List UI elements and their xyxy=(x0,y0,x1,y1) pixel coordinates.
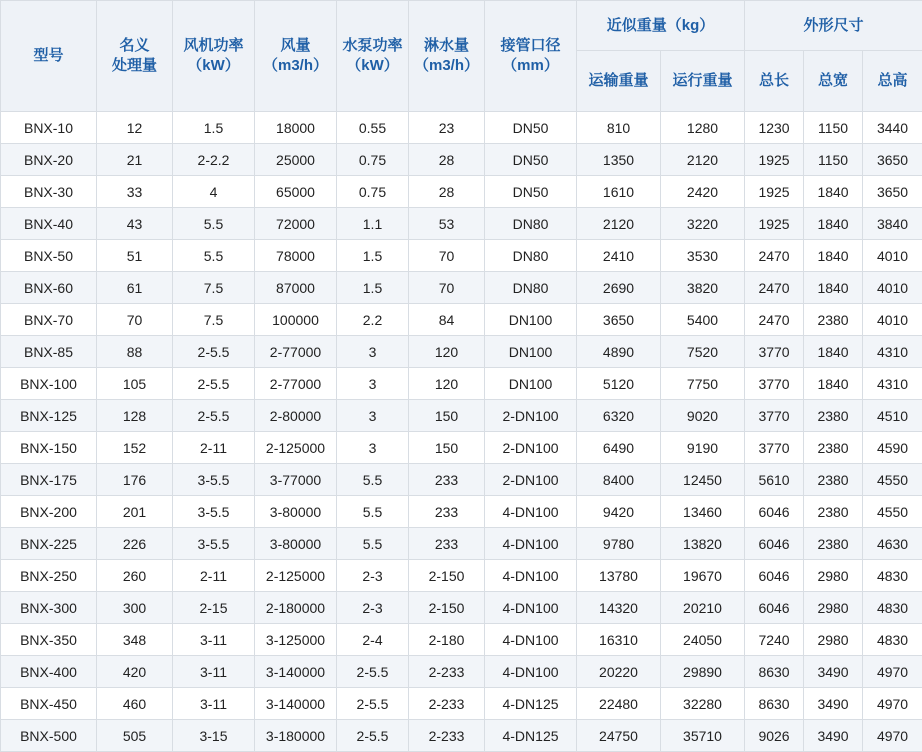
table-cell: 3490 xyxy=(804,720,863,752)
table-cell: 2.2 xyxy=(337,304,409,336)
table-cell: 2-180000 xyxy=(255,592,337,624)
table-cell: 150 xyxy=(409,432,485,464)
table-cell: 1350 xyxy=(577,144,661,176)
table-cell: 4-DN125 xyxy=(485,720,577,752)
table-cell: 2380 xyxy=(804,464,863,496)
table-row xyxy=(1,144,922,176)
table-cell: 7520 xyxy=(661,336,745,368)
cell-model: BNX-500 xyxy=(1,720,97,752)
table-cell: 1925 xyxy=(745,208,804,240)
table-cell: 4830 xyxy=(863,592,922,624)
cell-model: BNX-200 xyxy=(1,496,97,528)
table-cell: 3440 xyxy=(863,112,922,144)
table-cell: 3-180000 xyxy=(255,720,337,752)
table-cell: 3-5.5 xyxy=(173,528,255,560)
table-cell: 3820 xyxy=(661,272,745,304)
header-pipe-diameter xyxy=(485,1,577,112)
table-row xyxy=(1,528,922,560)
table-cell: 810 xyxy=(577,112,661,144)
table-cell: 2-5.5 xyxy=(337,688,409,720)
table-cell: 9420 xyxy=(577,496,661,528)
header-nominal-line1: 名义 xyxy=(97,36,172,56)
cell-model: BNX-30 xyxy=(1,176,97,208)
table-cell: 1840 xyxy=(804,208,863,240)
table-cell: DN100 xyxy=(485,368,577,400)
table-cell: 3530 xyxy=(661,240,745,272)
table-cell: 4830 xyxy=(863,624,922,656)
table-cell: 43 xyxy=(97,208,173,240)
table-cell: 4890 xyxy=(577,336,661,368)
cell-model: BNX-175 xyxy=(1,464,97,496)
table-cell: 2-125000 xyxy=(255,560,337,592)
table-cell: 120 xyxy=(409,368,485,400)
table-cell: 5.5 xyxy=(337,496,409,528)
table-cell: 2-233 xyxy=(409,656,485,688)
table-cell: DN50 xyxy=(485,144,577,176)
table-cell: 4970 xyxy=(863,688,922,720)
table-row xyxy=(1,560,922,592)
header-group-dimensions: 外形尺寸 xyxy=(745,1,922,51)
table-body xyxy=(1,112,922,752)
table-cell: 4-DN125 xyxy=(485,688,577,720)
table-cell: 4310 xyxy=(863,336,922,368)
table-cell: 4310 xyxy=(863,368,922,400)
table-cell: 4010 xyxy=(863,304,922,336)
table-cell: 2470 xyxy=(745,272,804,304)
header-water-volume-line2: （m3/h） xyxy=(409,56,484,76)
table-cell: 3-11 xyxy=(173,688,255,720)
table-cell: 2-11 xyxy=(173,432,255,464)
table-cell: 4010 xyxy=(863,240,922,272)
cell-model: BNX-10 xyxy=(1,112,97,144)
table-cell: 1925 xyxy=(745,144,804,176)
table-cell: 1610 xyxy=(577,176,661,208)
table-cell: 2-233 xyxy=(409,688,485,720)
cell-model: BNX-250 xyxy=(1,560,97,592)
cell-model: BNX-60 xyxy=(1,272,97,304)
table-cell: 4-DN100 xyxy=(485,624,577,656)
cell-model: BNX-50 xyxy=(1,240,97,272)
table-cell: 128 xyxy=(97,400,173,432)
table-cell: 3490 xyxy=(804,688,863,720)
table-cell: 72000 xyxy=(255,208,337,240)
table-cell: 0.75 xyxy=(337,144,409,176)
table-cell: 3-80000 xyxy=(255,528,337,560)
table-cell: 3-11 xyxy=(173,656,255,688)
table-cell: 4-DN100 xyxy=(485,528,577,560)
table-cell: 21 xyxy=(97,144,173,176)
table-cell: 3770 xyxy=(745,368,804,400)
table-cell: 5.5 xyxy=(173,240,255,272)
table-cell: 4-DN100 xyxy=(485,592,577,624)
cell-model: BNX-225 xyxy=(1,528,97,560)
table-cell: 2-233 xyxy=(409,720,485,752)
table-cell: DN80 xyxy=(485,272,577,304)
table-cell: 1840 xyxy=(804,240,863,272)
header-pipe-diameter-line1: 接管口径 xyxy=(485,36,576,56)
table-cell: 2980 xyxy=(804,592,863,624)
table-row xyxy=(1,272,922,304)
cell-model: BNX-400 xyxy=(1,656,97,688)
table-cell: 6046 xyxy=(745,560,804,592)
cell-model: BNX-70 xyxy=(1,304,97,336)
table-cell: 2380 xyxy=(804,400,863,432)
table-cell: 6046 xyxy=(745,592,804,624)
table-cell: 61 xyxy=(97,272,173,304)
table-cell: 14320 xyxy=(577,592,661,624)
table-cell: 70 xyxy=(97,304,173,336)
table-cell: 2-15 xyxy=(173,592,255,624)
table-cell: 7750 xyxy=(661,368,745,400)
table-cell: 2470 xyxy=(745,304,804,336)
cell-model: BNX-300 xyxy=(1,592,97,624)
table-cell: 4630 xyxy=(863,528,922,560)
header-row-top xyxy=(1,1,922,51)
table-cell: 2120 xyxy=(661,144,745,176)
table-cell: 23 xyxy=(409,112,485,144)
table-cell: 8630 xyxy=(745,688,804,720)
table-cell: 78000 xyxy=(255,240,337,272)
table-cell: 88 xyxy=(97,336,173,368)
table-cell: 3-5.5 xyxy=(173,496,255,528)
table-row xyxy=(1,240,922,272)
header-group-weight: 近似重量（kg） xyxy=(577,1,745,51)
table-cell: 1840 xyxy=(804,368,863,400)
table-cell: 1.1 xyxy=(337,208,409,240)
table-cell: 3-77000 xyxy=(255,464,337,496)
cell-model: BNX-20 xyxy=(1,144,97,176)
header-air-volume-line2: （m3/h） xyxy=(255,56,336,76)
table-cell: 1150 xyxy=(804,112,863,144)
table-cell: 1840 xyxy=(804,176,863,208)
header-transport-weight: 运输重量 xyxy=(577,51,661,112)
header-total-width: 总宽 xyxy=(804,51,863,112)
header-pump-power-line2: （kW） xyxy=(337,56,408,76)
table-cell: 19670 xyxy=(661,560,745,592)
header-nominal-line2: 处理量 xyxy=(97,56,172,76)
table-cell: 3490 xyxy=(804,656,863,688)
table-cell: 260 xyxy=(97,560,173,592)
table-row xyxy=(1,432,922,464)
header-air-volume xyxy=(255,1,337,112)
table-cell: 70 xyxy=(409,240,485,272)
table-cell: 420 xyxy=(97,656,173,688)
table-cell: 105 xyxy=(97,368,173,400)
table-cell: 2380 xyxy=(804,432,863,464)
table-cell: 6046 xyxy=(745,528,804,560)
table-cell: 2120 xyxy=(577,208,661,240)
table-cell: 2-5.5 xyxy=(173,400,255,432)
header-air-volume-line1: 风量 xyxy=(255,36,336,56)
table-cell: 2-5.5 xyxy=(173,336,255,368)
table-cell: 6320 xyxy=(577,400,661,432)
table-cell: 2-DN100 xyxy=(485,400,577,432)
table-cell: DN50 xyxy=(485,176,577,208)
table-cell: 5.5 xyxy=(337,528,409,560)
table-cell: 2-125000 xyxy=(255,432,337,464)
table-header xyxy=(1,1,922,112)
table-cell: 233 xyxy=(409,464,485,496)
table-cell: 2-77000 xyxy=(255,336,337,368)
table-cell: 13460 xyxy=(661,496,745,528)
cell-model: BNX-85 xyxy=(1,336,97,368)
table-cell: 20220 xyxy=(577,656,661,688)
table-row xyxy=(1,592,922,624)
table-cell: 2980 xyxy=(804,624,863,656)
table-row xyxy=(1,656,922,688)
table-cell: 3-140000 xyxy=(255,688,337,720)
table-cell: 2-4 xyxy=(337,624,409,656)
table-cell: 4550 xyxy=(863,496,922,528)
table-cell: 1840 xyxy=(804,272,863,304)
table-cell: 16310 xyxy=(577,624,661,656)
table-cell: 51 xyxy=(97,240,173,272)
table-row xyxy=(1,720,922,752)
table-cell: 2-77000 xyxy=(255,368,337,400)
table-cell: 5.5 xyxy=(173,208,255,240)
table-cell: 2420 xyxy=(661,176,745,208)
cell-model: BNX-450 xyxy=(1,688,97,720)
table-cell: 1.5 xyxy=(337,272,409,304)
table-cell: 33 xyxy=(97,176,173,208)
table-cell: 100000 xyxy=(255,304,337,336)
header-total-length: 总长 xyxy=(745,51,804,112)
table-cell: 2-150 xyxy=(409,560,485,592)
table-cell: 24750 xyxy=(577,720,661,752)
table-cell: 25000 xyxy=(255,144,337,176)
table-cell: 3-125000 xyxy=(255,624,337,656)
table-row xyxy=(1,496,922,528)
table-cell: 24050 xyxy=(661,624,745,656)
table-cell: 1.5 xyxy=(337,240,409,272)
header-nominal-capacity xyxy=(97,1,173,112)
table-cell: DN80 xyxy=(485,208,577,240)
table-cell: 3650 xyxy=(863,144,922,176)
table-cell: 3 xyxy=(337,400,409,432)
table-cell: 2-5.5 xyxy=(173,368,255,400)
table-cell: 53 xyxy=(409,208,485,240)
table-cell: 150 xyxy=(409,400,485,432)
table-cell: 3-80000 xyxy=(255,496,337,528)
table-cell: 505 xyxy=(97,720,173,752)
table-cell: 4510 xyxy=(863,400,922,432)
table-cell: 7.5 xyxy=(173,272,255,304)
table-cell: 1230 xyxy=(745,112,804,144)
table-cell: 4970 xyxy=(863,656,922,688)
table-cell: 226 xyxy=(97,528,173,560)
table-cell: 29890 xyxy=(661,656,745,688)
table-cell: 3650 xyxy=(863,176,922,208)
table-cell: 3 xyxy=(337,432,409,464)
table-cell: 9020 xyxy=(661,400,745,432)
cell-model: BNX-100 xyxy=(1,368,97,400)
table-cell: 2-3 xyxy=(337,560,409,592)
table-cell: 2-2.2 xyxy=(173,144,255,176)
header-water-volume xyxy=(409,1,485,112)
table-cell: 2380 xyxy=(804,496,863,528)
table-cell: 3840 xyxy=(863,208,922,240)
table-cell: 4-DN100 xyxy=(485,560,577,592)
table-cell: 8630 xyxy=(745,656,804,688)
table-cell: 3-5.5 xyxy=(173,464,255,496)
table-cell: 13780 xyxy=(577,560,661,592)
table-cell: 2-DN100 xyxy=(485,432,577,464)
table-cell: 120 xyxy=(409,336,485,368)
table-cell: 87000 xyxy=(255,272,337,304)
header-pump-power-line1: 水泵功率 xyxy=(337,36,408,56)
table-cell: 2380 xyxy=(804,304,863,336)
table-cell: DN100 xyxy=(485,336,577,368)
table-cell: 3-11 xyxy=(173,624,255,656)
table-cell: 2-5.5 xyxy=(337,656,409,688)
table-cell: 22480 xyxy=(577,688,661,720)
table-cell: 12450 xyxy=(661,464,745,496)
table-row xyxy=(1,368,922,400)
table-cell: 2-80000 xyxy=(255,400,337,432)
table-row xyxy=(1,464,922,496)
table-cell: 3 xyxy=(337,336,409,368)
table-cell: 65000 xyxy=(255,176,337,208)
table-row xyxy=(1,208,922,240)
table-cell: 28 xyxy=(409,176,485,208)
table-cell: DN50 xyxy=(485,112,577,144)
table-cell: 3770 xyxy=(745,400,804,432)
table-cell: 4590 xyxy=(863,432,922,464)
table-cell: 3220 xyxy=(661,208,745,240)
table-row xyxy=(1,336,922,368)
table-cell: 300 xyxy=(97,592,173,624)
table-cell: 18000 xyxy=(255,112,337,144)
table-cell: 0.75 xyxy=(337,176,409,208)
cell-model: BNX-40 xyxy=(1,208,97,240)
table-cell: 152 xyxy=(97,432,173,464)
cell-model: BNX-350 xyxy=(1,624,97,656)
table-cell: 1840 xyxy=(804,336,863,368)
table-cell: DN80 xyxy=(485,240,577,272)
table-cell: 3-140000 xyxy=(255,656,337,688)
table-cell: 2690 xyxy=(577,272,661,304)
table-cell: 233 xyxy=(409,528,485,560)
table-cell: 3 xyxy=(337,368,409,400)
table-cell: 1925 xyxy=(745,176,804,208)
table-cell: 2-5.5 xyxy=(337,720,409,752)
table-cell: 4-DN100 xyxy=(485,656,577,688)
table-cell: 1150 xyxy=(804,144,863,176)
header-fan-power-line2: （kW） xyxy=(173,56,254,76)
table-cell: 2980 xyxy=(804,560,863,592)
table-cell: 3650 xyxy=(577,304,661,336)
cell-model: BNX-150 xyxy=(1,432,97,464)
table-cell: 6046 xyxy=(745,496,804,528)
table-cell: 20210 xyxy=(661,592,745,624)
header-model: 型号 xyxy=(1,1,97,112)
header-fan-power-line1: 风机功率 xyxy=(173,36,254,56)
table-cell: 2-3 xyxy=(337,592,409,624)
table-cell: 4-DN100 xyxy=(485,496,577,528)
table-cell: 5120 xyxy=(577,368,661,400)
table-cell: 9780 xyxy=(577,528,661,560)
table-row xyxy=(1,176,922,208)
table-cell: 5610 xyxy=(745,464,804,496)
table-cell: 1.5 xyxy=(173,112,255,144)
table-cell: 2-150 xyxy=(409,592,485,624)
table-cell: 176 xyxy=(97,464,173,496)
header-fan-power xyxy=(173,1,255,112)
table-cell: 4970 xyxy=(863,720,922,752)
table-cell: 2470 xyxy=(745,240,804,272)
table-cell: 28 xyxy=(409,144,485,176)
table-cell: 4010 xyxy=(863,272,922,304)
table-row xyxy=(1,624,922,656)
table-row xyxy=(1,112,922,144)
table-cell: 6490 xyxy=(577,432,661,464)
header-pipe-diameter-line2: （mm） xyxy=(485,56,576,76)
table-cell: 84 xyxy=(409,304,485,336)
table-cell: 13820 xyxy=(661,528,745,560)
table-row xyxy=(1,304,922,336)
table-cell: 12 xyxy=(97,112,173,144)
table-cell: 3770 xyxy=(745,432,804,464)
table-cell: DN100 xyxy=(485,304,577,336)
table-cell: 3-15 xyxy=(173,720,255,752)
table-cell: 4 xyxy=(173,176,255,208)
table-cell: 5.5 xyxy=(337,464,409,496)
table-cell: 9026 xyxy=(745,720,804,752)
header-water-volume-line1: 淋水量 xyxy=(409,36,484,56)
table-cell: 32280 xyxy=(661,688,745,720)
table-cell: 5400 xyxy=(661,304,745,336)
table-cell: 35710 xyxy=(661,720,745,752)
table-cell: 8400 xyxy=(577,464,661,496)
table-cell: 2-180 xyxy=(409,624,485,656)
table-cell: 9190 xyxy=(661,432,745,464)
table-cell: 70 xyxy=(409,272,485,304)
cell-model: BNX-125 xyxy=(1,400,97,432)
table-cell: 2-11 xyxy=(173,560,255,592)
table-cell: 201 xyxy=(97,496,173,528)
table-row xyxy=(1,688,922,720)
table-cell: 4550 xyxy=(863,464,922,496)
table-cell: 4830 xyxy=(863,560,922,592)
table-cell: 233 xyxy=(409,496,485,528)
table-cell: 2380 xyxy=(804,528,863,560)
table-cell: 348 xyxy=(97,624,173,656)
table-cell: 7.5 xyxy=(173,304,255,336)
table-cell: 460 xyxy=(97,688,173,720)
table-cell: 7240 xyxy=(745,624,804,656)
table-cell: 3770 xyxy=(745,336,804,368)
table-cell: 2410 xyxy=(577,240,661,272)
table-row xyxy=(1,400,922,432)
header-total-height: 总高 xyxy=(863,51,922,112)
header-operating-weight: 运行重量 xyxy=(661,51,745,112)
header-pump-power xyxy=(337,1,409,112)
table-cell: 2-DN100 xyxy=(485,464,577,496)
table-cell: 0.55 xyxy=(337,112,409,144)
table-cell: 1280 xyxy=(661,112,745,144)
